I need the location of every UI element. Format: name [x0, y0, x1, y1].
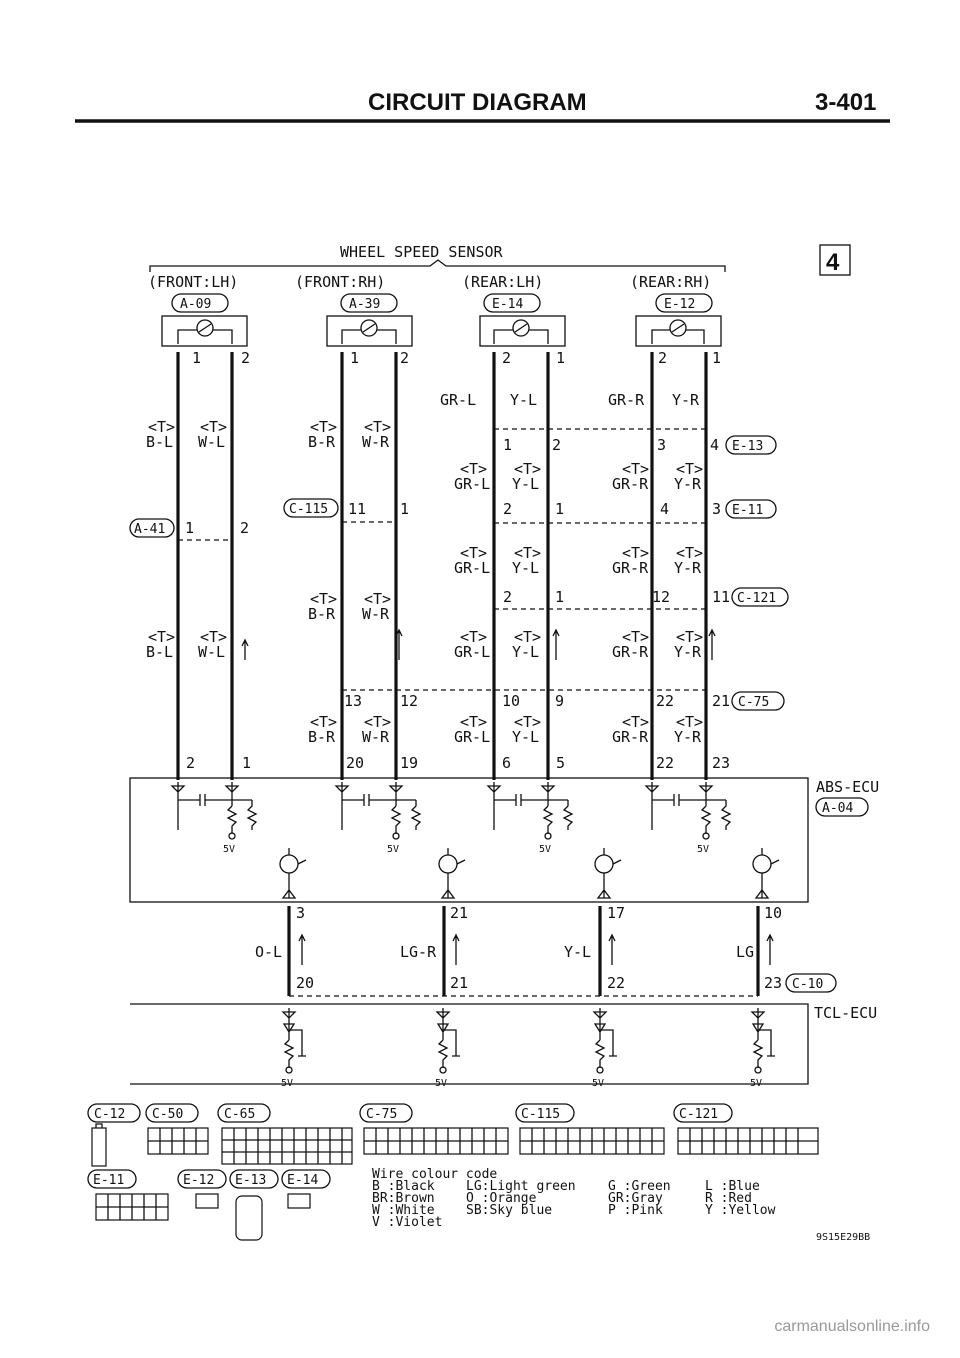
wire-tag: <T> [460, 713, 488, 731]
pin-label: 1 [192, 349, 202, 367]
connector-a41-label: A-41 [134, 522, 166, 537]
abs-input-circuit-2 [336, 782, 420, 855]
wire-tag: <T> [460, 628, 488, 646]
pin-label: 4 [660, 500, 670, 518]
svg-text:E-11: E-11 [93, 1173, 125, 1188]
sensor-group-brace [150, 260, 725, 272]
svg-text:C-115: C-115 [521, 1107, 561, 1122]
pin-label: 1 [712, 349, 722, 367]
ecu-link-wires [289, 906, 758, 996]
wire-tag: <T> [622, 460, 650, 478]
wire-tag: <T> [514, 713, 542, 731]
diagram-title: WHEEL SPEED SENSOR [340, 243, 503, 261]
wire-tag: <T> [676, 713, 704, 731]
page-title: CIRCUIT DIAGRAM [368, 89, 587, 116]
wire-color-label: LG [736, 943, 755, 961]
wire-color-label: W-R [362, 728, 390, 746]
pin-label: 2 [503, 500, 513, 518]
pin-label: 2 [658, 349, 668, 367]
wire-tag: <T> [460, 460, 488, 478]
svg-text:SB:Sky blue: SB:Sky blue [466, 1203, 553, 1218]
tcl-input-circuit-2 [435, 1008, 460, 1089]
svg-text:P :Pink: P :Pink [608, 1203, 663, 1218]
connector-c115-label: C-115 [289, 502, 329, 517]
tcl-ecu-label: TCL-ECU [814, 1004, 878, 1022]
wire-color-label: Y-L [512, 728, 540, 746]
sensor-rear-rh-label: (REAR:RH) [630, 273, 712, 291]
wire-tag: <T> [514, 544, 542, 562]
svg-text:5V: 5V [539, 844, 552, 855]
pin-label: 17 [607, 904, 626, 922]
pin-label: 2 [400, 349, 410, 367]
wire-tag: <T> [310, 590, 338, 608]
pin-label: 3 [296, 904, 306, 922]
wire-tag: <T> [514, 628, 542, 646]
wire-color-label: W-R [362, 605, 390, 623]
pin-label: 22 [656, 754, 675, 772]
abs-input-circuit-4 [646, 782, 730, 855]
wire-color-label: GR-L [454, 475, 491, 493]
wire-color-label: W-L [198, 433, 226, 451]
page-number: 3-401 [815, 89, 877, 116]
pin-label: 1 [555, 588, 565, 606]
svg-text:5V: 5V [387, 844, 400, 855]
pin-label: 20 [296, 974, 315, 992]
pin-label: 23 [712, 754, 731, 772]
pin-label: 2 [241, 349, 251, 367]
connector-a04-label: A-04 [822, 801, 854, 816]
svg-text:Y :Yellow: Y :Yellow [705, 1203, 776, 1218]
sensor-rear-lh-label: (REAR:LH) [462, 273, 544, 291]
abs-input-circuit-1 [172, 782, 256, 855]
wire-color-label: LG-R [400, 943, 437, 961]
section-marker-number: 4 [826, 249, 840, 276]
pin-label: 2 [552, 436, 562, 454]
pin-label: 1 [350, 349, 360, 367]
abs-output-transistors [280, 848, 779, 898]
svg-text:Wire colour code: Wire colour code [372, 1167, 498, 1182]
pin-label: 6 [502, 754, 512, 772]
connector-e13-label: E-13 [732, 439, 764, 454]
pin-label: 4 [710, 436, 720, 454]
pin-label: 1 [555, 500, 565, 518]
wire-tag: <T> [460, 544, 488, 562]
wire-color-label: B-L [146, 643, 174, 661]
wire-tag: <T> [676, 544, 704, 562]
figure-code: 9S15E29BB [816, 1232, 871, 1243]
pin-label: 2 [186, 754, 196, 772]
wire-tag: <T> [622, 628, 650, 646]
wire-tag: <T> [364, 590, 392, 608]
svg-text:G :Green: G :Green [608, 1179, 671, 1194]
pin-label: 10 [764, 904, 783, 922]
wire-color-label: W-L [198, 643, 226, 661]
wire-color-label: GR-R [612, 643, 649, 661]
wire-color-label: GR-R [612, 728, 649, 746]
wire-tag: <T> [148, 418, 176, 436]
wire-color-label: B-L [146, 433, 174, 451]
pin-label: 3 [712, 500, 722, 518]
tcl-input-circuit-3 [592, 1008, 617, 1089]
pin-label: 23 [764, 974, 783, 992]
wire-tag: <T> [148, 628, 176, 646]
connector-e12-label: E-12 [664, 297, 696, 312]
connector-a39-label: A-39 [349, 297, 381, 312]
pin-label: 21 [450, 904, 469, 922]
svg-text:W :White: W :White [372, 1203, 435, 1218]
wire-color-label: Y-L [510, 391, 538, 409]
svg-text:C-121: C-121 [679, 1107, 719, 1122]
pin-label: 22 [607, 974, 626, 992]
wire-color-label: GR-R [612, 559, 649, 577]
wire-color-label: GR-L [454, 559, 491, 577]
pin-label: 1 [242, 754, 252, 772]
svg-text:5V: 5V [281, 1078, 294, 1089]
pin-label: 13 [344, 692, 363, 710]
pin-label: 20 [346, 754, 365, 772]
pin-label: 9 [555, 692, 565, 710]
pin-label: 1 [185, 519, 195, 537]
svg-text:LG:Light green: LG:Light green [466, 1179, 576, 1194]
wire-tag: <T> [200, 628, 228, 646]
pin-label: 10 [502, 692, 521, 710]
abs-input-circuit-3 [488, 782, 572, 855]
wire-color-label: W-R [362, 433, 390, 451]
pin-label: 5 [556, 754, 566, 772]
svg-text:5V: 5V [223, 844, 236, 855]
connector-c75-label: C-75 [738, 695, 770, 710]
wire-color-label: Y-L [512, 643, 540, 661]
wire-color-label: GR-R [608, 391, 645, 409]
pin-label: 2 [503, 588, 513, 606]
pin-label: 1 [503, 436, 513, 454]
wire-tag: <T> [514, 460, 542, 478]
wire-tag: <T> [310, 713, 338, 731]
sensor-front-rh [327, 316, 412, 346]
wire-tag: <T> [364, 713, 392, 731]
pin-label: 19 [400, 754, 419, 772]
wire-tag: <T> [310, 418, 338, 436]
wire-color-label: Y-L [512, 475, 540, 493]
pin-label: 21 [712, 692, 731, 710]
pin-label: 2 [502, 349, 512, 367]
wire-color-label: Y-L [512, 559, 540, 577]
tcl-ecu-box [130, 1004, 808, 1084]
svg-text:C-65: C-65 [224, 1107, 256, 1122]
wire-tag: <T> [622, 544, 650, 562]
connector-e14-label: E-14 [492, 297, 524, 312]
wire-color-label: Y-R [674, 559, 702, 577]
wire-colour-code [372, 1167, 776, 1230]
svg-text:V :Violet: V :Violet [372, 1215, 443, 1230]
svg-text:5V: 5V [435, 1078, 448, 1089]
pin-label: 1 [556, 349, 566, 367]
connector-c10-label: C-10 [792, 977, 824, 992]
wire-color-label: Y-R [674, 475, 702, 493]
wire-color-label: Y-R [674, 728, 702, 746]
pin-label: 11 [712, 588, 731, 606]
connector-e11-label: E-11 [732, 503, 764, 518]
wire-tag: <T> [364, 418, 392, 436]
wire-tag: <T> [200, 418, 228, 436]
svg-text:BR:Brown: BR:Brown [372, 1191, 435, 1206]
wire-color-label: O-L [255, 943, 283, 961]
tcl-input-circuit-1 [281, 1008, 306, 1089]
sensor-rear-lh [480, 316, 565, 346]
wire-color-label: Y-R [672, 391, 700, 409]
svg-text:C-50: C-50 [152, 1107, 184, 1122]
pin-label: 1 [400, 500, 410, 518]
pin-label: 22 [656, 692, 675, 710]
wire-color-label: GR-R [612, 475, 649, 493]
svg-text:GR:Gray: GR:Gray [608, 1191, 663, 1206]
svg-text:5V: 5V [592, 1078, 605, 1089]
wire-color-label: GR-L [454, 643, 491, 661]
tcl-input-circuit-4 [750, 1008, 775, 1089]
sensor-front-lh [162, 316, 247, 346]
sensor-rear-rh [636, 316, 721, 346]
pin-label: 12 [652, 588, 671, 606]
connector-c121-label: C-121 [737, 591, 777, 606]
svg-text:C-12: C-12 [94, 1107, 126, 1122]
wire-color-label: B-R [308, 433, 336, 451]
sensor-front-lh-label: (FRONT:LH) [148, 273, 239, 291]
wire-color-label: B-R [308, 605, 336, 623]
wire-color-label: Y-R [674, 643, 702, 661]
wire-color-label: GR-L [454, 728, 491, 746]
wire-color-label: B-R [308, 728, 336, 746]
ecu-link-arrows [299, 935, 773, 965]
connector-a09-label: A-09 [180, 297, 212, 312]
pin-label: 12 [400, 692, 419, 710]
pin-label: 2 [240, 519, 250, 537]
wire-color-label: Y-L [564, 943, 592, 961]
svg-text:L :Blue: L :Blue [705, 1179, 760, 1194]
abs-ecu-label: ABS-ECU [816, 778, 880, 796]
svg-text:5V: 5V [750, 1078, 763, 1089]
svg-text:B :Black: B :Black [372, 1179, 435, 1194]
svg-text:R :Red: R :Red [705, 1191, 752, 1206]
svg-text:5V: 5V [697, 844, 710, 855]
pin-label: 3 [657, 436, 667, 454]
svg-text:C-75: C-75 [366, 1107, 398, 1122]
sensor-front-rh-label: (FRONT:RH) [295, 273, 386, 291]
pin-label: 21 [450, 974, 469, 992]
pin-label: 11 [348, 500, 367, 518]
wire-tag: <T> [622, 713, 650, 731]
wire-tag: <T> [676, 460, 704, 478]
svg-text:E-13: E-13 [235, 1173, 267, 1188]
svg-text:E-12: E-12 [183, 1173, 215, 1188]
wire-tag: <T> [676, 628, 704, 646]
wire-color-label: GR-L [440, 391, 477, 409]
watermark: carmanualsonline.info [774, 1318, 930, 1335]
svg-text:O :Orange: O :Orange [466, 1191, 537, 1206]
svg-text:E-14: E-14 [287, 1173, 319, 1188]
